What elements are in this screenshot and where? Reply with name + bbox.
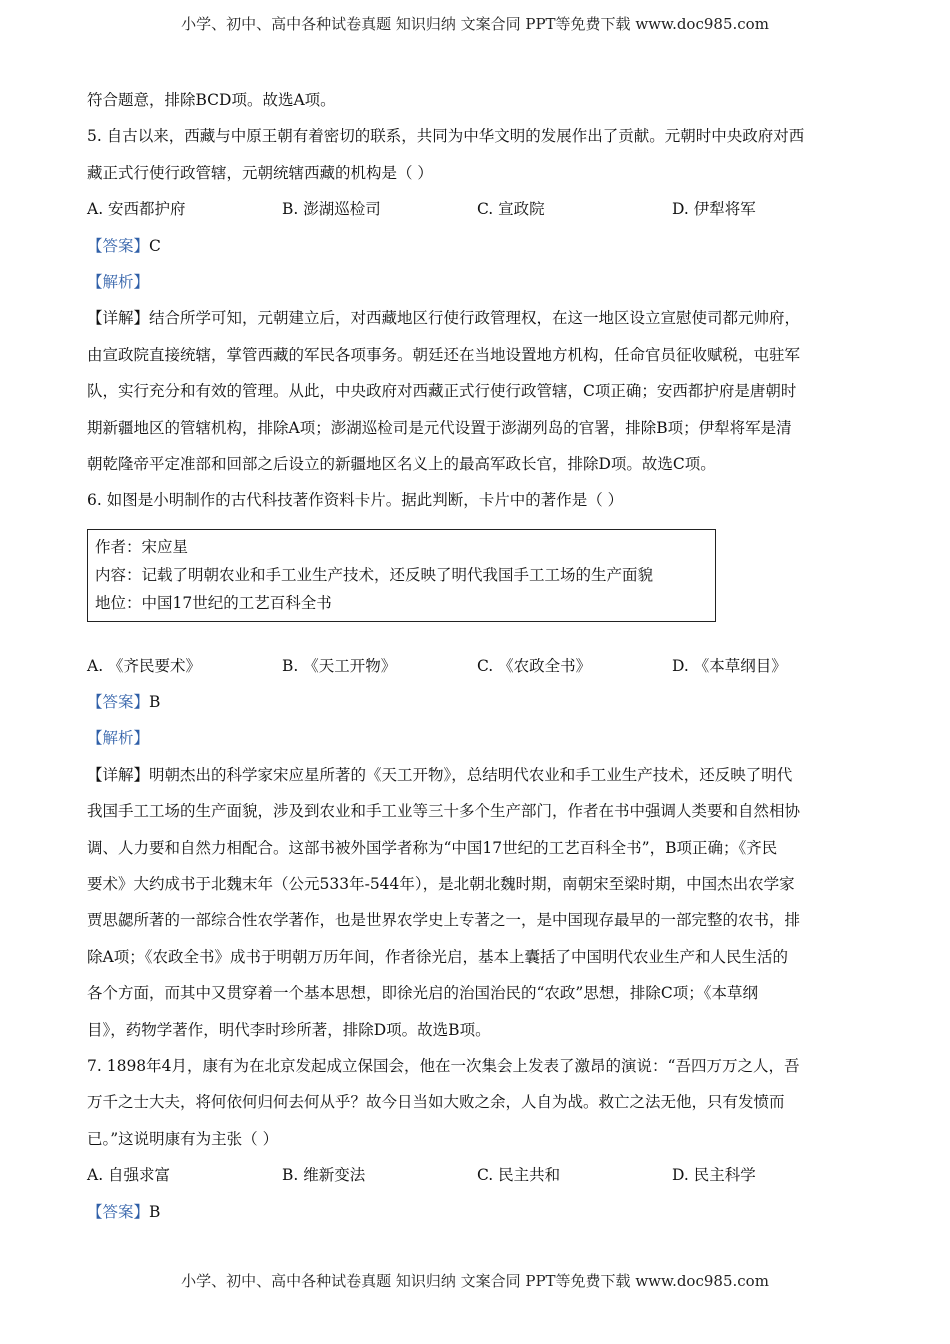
q7-answer — [87, 1198, 862, 1234]
q6-options — [87, 652, 862, 688]
q7-answer-value: B — [149, 1202, 161, 1221]
q6-detail-line-7: 各个方面，而其中又贯穿着一个基本思想，即徐光启的治国治民的“农政”思想，排除C项；《本草纲 — [87, 984, 758, 1003]
analysis-label: 【解析】 — [87, 272, 150, 291]
q7-stem-line-1: 7. 1898年4月，康有为在北京发起成立保国会，他在一次集会上发表了激昂的演说：“吾四万万之人，吾 — [87, 1056, 800, 1075]
card-status: 地位：中国17世纪的工艺百科全书 — [95, 593, 332, 612]
q6-answer-value: B — [149, 693, 161, 712]
q5-detail-line-4: 期新疆地区的管辖机构，排除A项；澎湖巡检司是元代设置于澎湖列岛的官署，排除B项；伊犁将军是清 — [87, 418, 792, 437]
q6-analysis — [87, 724, 862, 760]
q6-option-b: B. 《天工开物》 — [282, 656, 397, 675]
q5-answer-value: C — [149, 236, 161, 255]
q6-info-card — [87, 529, 716, 622]
q5-analysis — [87, 268, 862, 304]
q6-detail-line-1 — [87, 761, 862, 797]
q5-detail-line-1 — [87, 304, 862, 340]
q6-detail-line-3: 调、人力要和自然力相配合。这部书被外国学者称为“中国17世纪的工艺百科全书”，B项正确；《齐民 — [87, 838, 778, 857]
q5-option-a: A. 安西都护府 — [87, 200, 186, 219]
q5-option-c: C. 宣政院 — [477, 200, 545, 219]
q5-detail-line-5: 朝乾隆帝平定准部和回部之后设立的新疆地区名义上的最高军政长官，排除D项。故选C项。 — [87, 454, 716, 473]
page-footer: 小学、初中、高中各种试卷真题 知识归纳 文案合同 PPT等免费下载 www.doc985.com — [181, 1272, 769, 1290]
q7-stem-line-3: 已。”这说明康有为主张（ ） — [87, 1129, 279, 1148]
q7-option-a: A. 自强求富 — [87, 1166, 171, 1185]
q5-answer — [87, 232, 862, 268]
q6-detail-line-5: 贾思勰所著的一部综合性农学著作，也是世界农学史上专著之一，是中国现存最早的一部完整的农书，排 — [87, 911, 801, 930]
q5-detail-line-3: 队，实行充分和有效的管理。从此，中央政府对西藏正式行使行政管辖，C项正确；安西都护府是唐朝时 — [87, 382, 797, 401]
q6-answer — [87, 688, 862, 724]
q6-stem: 6. 如图是小明制作的古代科技著作资料卡片。据此判断，卡片中的著作是（ ） — [87, 491, 624, 510]
q6-detail-text-1: 明朝杰出的科学家宋应星所著的《天工开物》，总结明代农业和手工业生产技术，还反映了明代 — [149, 765, 793, 784]
detail-label: 【详解】 — [87, 765, 150, 784]
q6-option-d: D. 《本草纲目》 — [672, 656, 787, 675]
q5-options — [87, 195, 862, 231]
q7-option-d: D. 民主科学 — [672, 1166, 756, 1185]
q7-option-c: C. 民主共和 — [477, 1166, 561, 1185]
q6-detail-line-2: 我国手工工场的生产面貌，涉及到农业和手工业等三十多个生产部门，作者在书中强调人类要和自然相协 — [87, 802, 801, 821]
q7-options — [87, 1161, 862, 1197]
q5-stem-line-2: 藏正式行使行政管辖，元朝统辖西藏的机构是（ ） — [87, 163, 433, 182]
prev-answer-tail: 符合题意，排除BCD项。故选A项。 — [87, 91, 336, 109]
document-body — [87, 86, 862, 1234]
answer-label: 【答案】 — [87, 693, 150, 712]
analysis-label: 【解析】 — [87, 729, 150, 748]
card-content: 内容：记载了明朝农业和手工业生产技术，还反映了明代我国手工工场的生产面貌 — [95, 565, 654, 584]
q5-option-d: D. 伊犁将军 — [672, 200, 756, 219]
q7-option-b: B. 维新变法 — [282, 1166, 366, 1185]
q7-stem-line-2: 万千之士大夫，将何依何归何去何从乎？故今日当如大败之余，人自为战。救亡之法无他，只有发愤而 — [87, 1093, 785, 1112]
answer-label: 【答案】 — [87, 236, 150, 255]
answer-label: 【答案】 — [87, 1202, 150, 1221]
q5-option-b: B. 澎湖巡检司 — [282, 200, 381, 219]
card-author: 作者：宋应星 — [95, 537, 189, 556]
q6-detail-line-8: 目》，药物学著作，明代李时珍所著，排除D项。故选B项。 — [87, 1020, 491, 1039]
detail-label: 【详解】 — [87, 309, 150, 328]
q6-detail-line-4: 要术》大约成书于北魏末年（公元533年-544年），是北朝北魏时期，南朝宋至梁时期，中国杰出农学家 — [87, 875, 795, 894]
q6-option-c: C. 《农政全书》 — [477, 656, 592, 675]
q6-detail-line-6: 除A项；《农政全书》成书于明朝万历年间，作者徐光启，基本上囊括了中国明代农业生产和人民生活的 — [87, 947, 788, 966]
q5-detail-text-1: 结合所学可知，元朝建立后，对西藏地区行使行政管理权，在这一地区设立宣慰使司都元帅府， — [149, 309, 801, 328]
q6-option-a: A. 《齐民要术》 — [87, 656, 202, 675]
page-header: 小学、初中、高中各种试卷真题 知识归纳 文案合同 PPT等免费下载 www.doc985.com — [181, 15, 769, 33]
q5-detail-line-2: 由宣政院直接统辖，掌管西藏的军民各项事务。朝廷还在当地设置地方机构，任命官员征收赋税，屯驻军 — [87, 345, 801, 364]
q5-stem-line-1: 5. 自古以来，西藏与中原王朝有着密切的联系，共同为中华文明的发展作出了贡献。元朝时中央政府对西 — [87, 127, 805, 146]
